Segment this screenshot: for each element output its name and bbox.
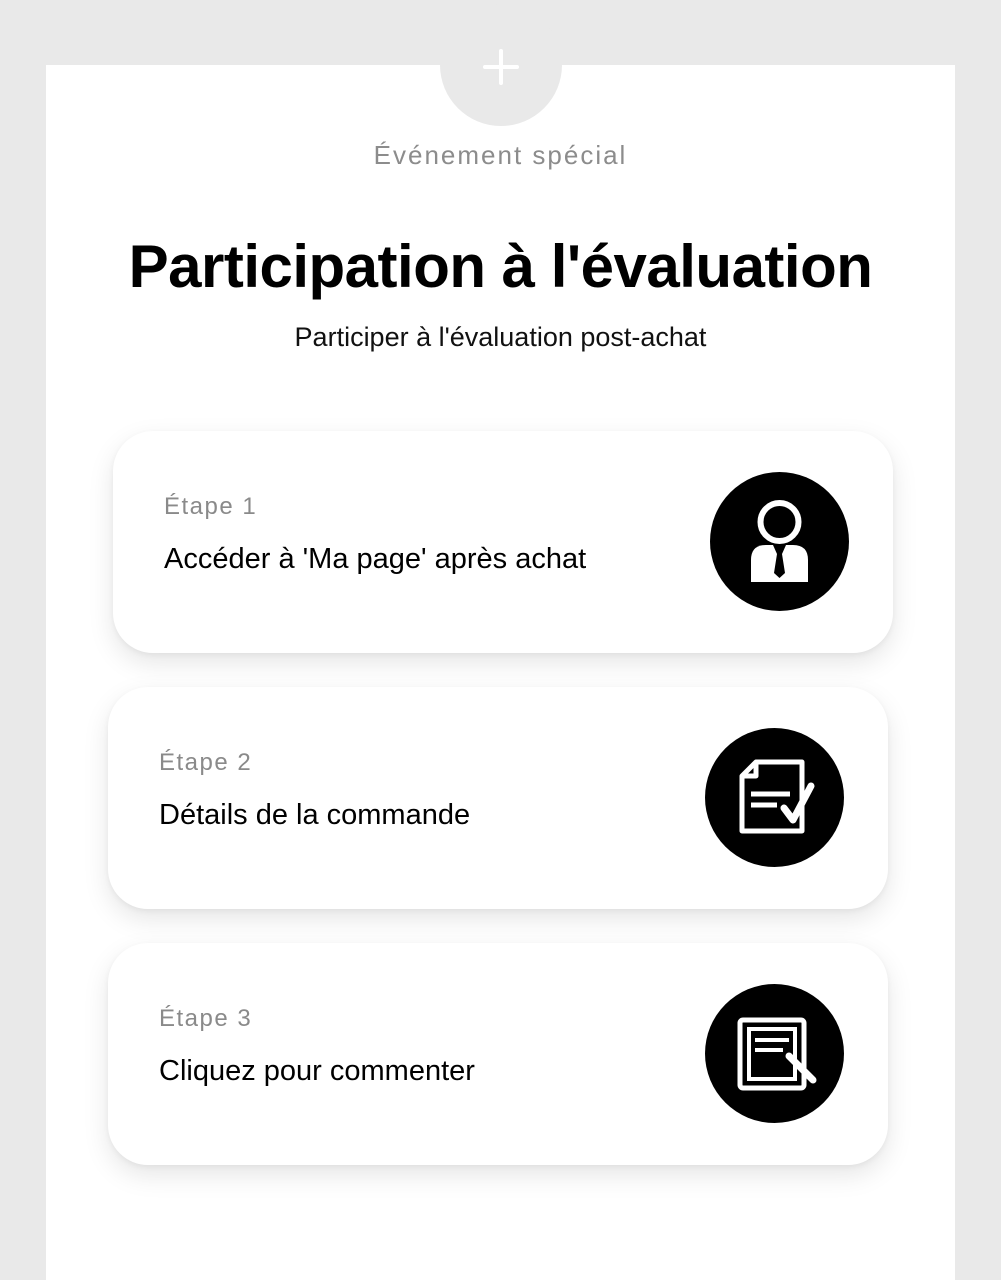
step-text: Détails de la commande	[159, 799, 471, 831]
step-card-1[interactable]	[113, 431, 893, 653]
step-card-2[interactable]	[108, 687, 888, 909]
event-eyebrow: Événement spécial	[373, 140, 628, 170]
user-icon	[710, 472, 849, 611]
step-label: Étape 3	[159, 1005, 253, 1032]
plus-icon[interactable]	[483, 49, 519, 85]
document-edit-icon	[705, 984, 844, 1123]
page-title: Participation à l'évaluation	[128, 233, 873, 300]
step-label: Étape 2	[159, 749, 253, 776]
step-label: Étape 1	[164, 493, 258, 520]
step-text: Accéder à 'Ma page' après achat	[164, 543, 587, 575]
step-card-3[interactable]	[108, 943, 888, 1165]
document-check-icon	[705, 728, 844, 867]
page-subtitle: Participer à l'évaluation post-achat	[294, 322, 707, 352]
step-text: Cliquez pour commenter	[159, 1055, 475, 1087]
